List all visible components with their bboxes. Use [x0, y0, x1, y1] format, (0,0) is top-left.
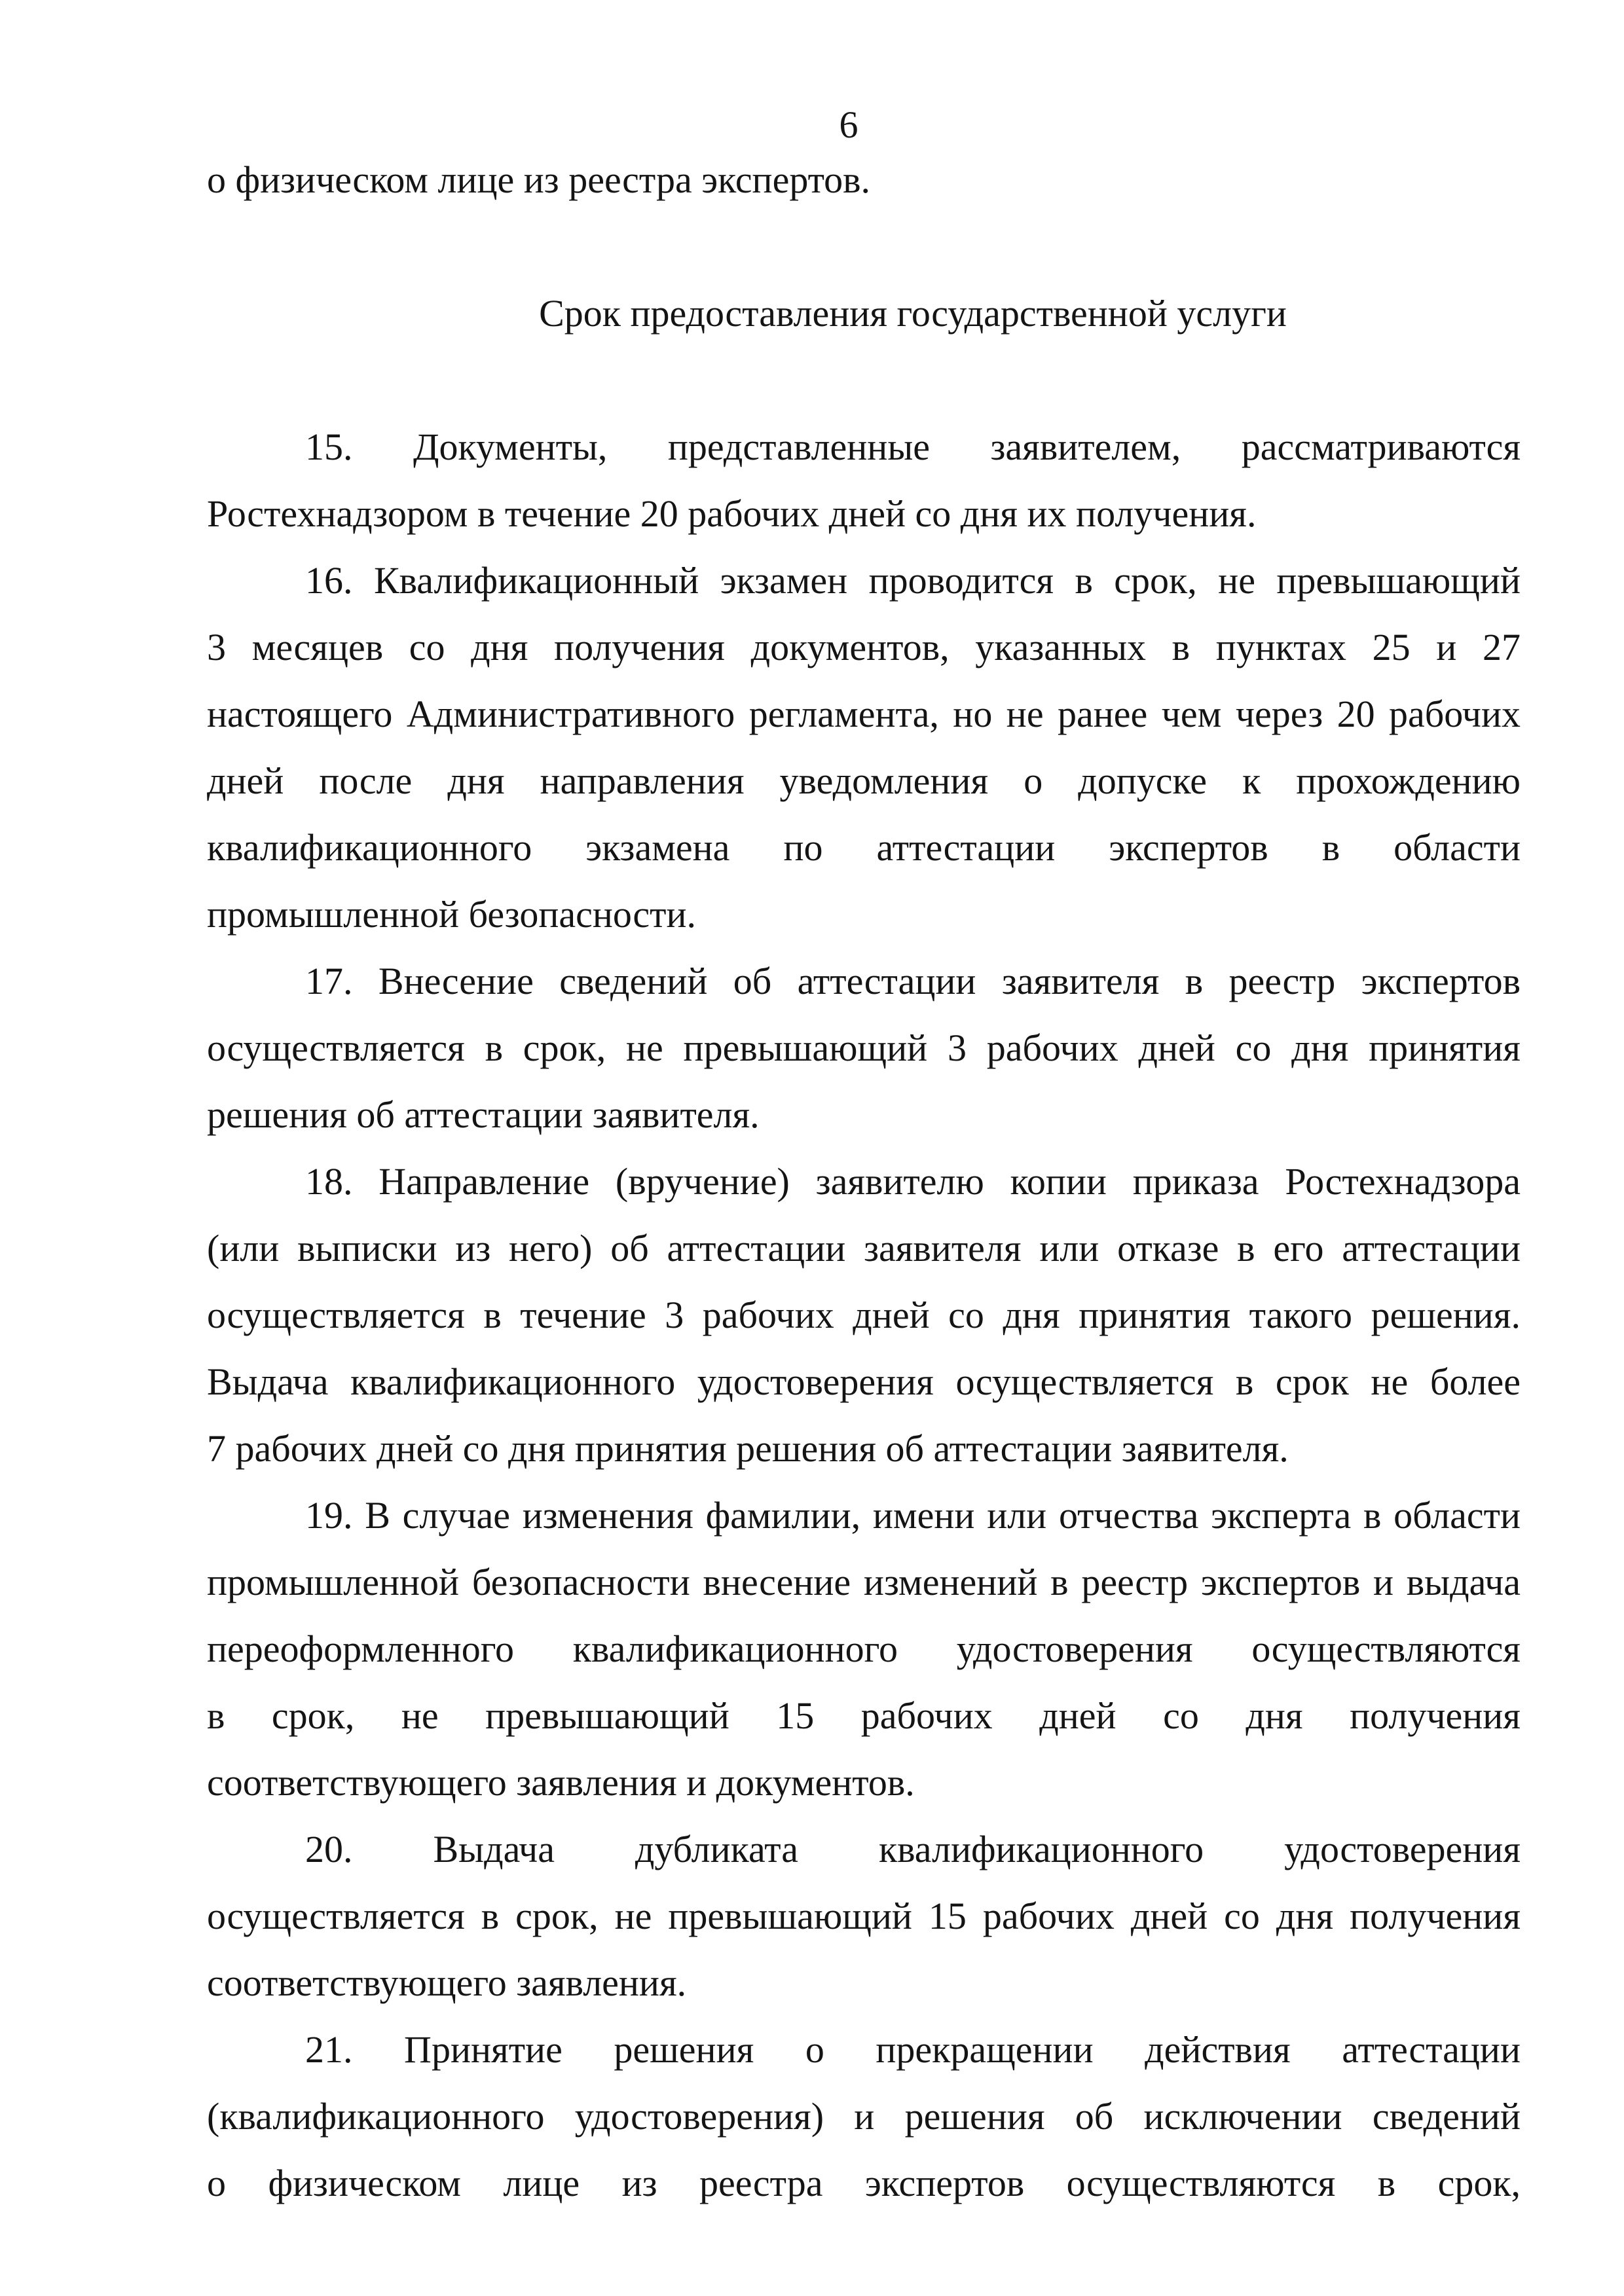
paragraph-19-line-1: 19. В случае изменения фамилии, имени или отчества эксперта в области — [305, 1494, 1521, 1537]
paragraph-19-line-5: соответствующего заявления и документов. — [207, 1761, 915, 1804]
paragraph-18-line-5: 7 рабочих дней со дня принятия решения об аттестации заявителя. — [207, 1427, 1289, 1470]
paragraph-17-line-2: осуществляется в срок, не превышающий 3 рабочих дней со дня принятия — [207, 1027, 1521, 1069]
paragraph-20-line-1: 20. Выдача дубликата квалификационного удостоверения — [305, 1828, 1521, 1870]
paragraph-21-line-2: (квалификационного удостоверения) и решения об исключении сведений — [207, 2095, 1521, 2138]
continuation-line: о физическом лице из реестра экспертов. — [207, 158, 871, 201]
paragraph-19-line-2: промышленной безопасности внесение изменений в реестр экспертов и выдача — [207, 1561, 1521, 1603]
paragraph-15-line-2: Ростехнадзором в течение 20 рабочих дней со дня их получения. — [207, 492, 1257, 535]
paragraph-19-line-4: в срок, не превышающий 15 рабочих дней со дня получения — [207, 1694, 1521, 1737]
paragraph-18-line-2: (или выписки из него) об аттестации заявителя или отказе в его аттестации — [207, 1227, 1521, 1269]
section-heading: Срок предоставления государственной услуги — [539, 292, 1287, 335]
paragraph-16-line-5: квалификационного экзамена по аттестации экспертов в области — [207, 826, 1521, 869]
paragraph-16 — [207, 547, 1521, 948]
paragraph-17-line-1: 17. Внесение сведений об аттестации заявителя в реестр экспертов — [305, 960, 1521, 1002]
paragraph-16-line-1: 16. Квалификационный экзамен проводится в срок, не превышающий — [305, 559, 1521, 602]
paragraph-18-line-4: Выдача квалификационного удостоверения осуществляется в срок не более — [207, 1360, 1521, 1403]
paragraph-20-line-3: соответствующего заявления. — [207, 1961, 687, 2004]
paragraph-17-line-3: решения об аттестации заявителя. — [207, 1093, 760, 1136]
paragraph-18-line-3: осуществляется в течение 3 рабочих дней со дня принятия такого решения. — [207, 1294, 1521, 1336]
paragraph-15 — [207, 414, 1521, 547]
paragraph-21-line-1: 21. Принятие решения о прекращении действия аттестации — [305, 2028, 1521, 2071]
paragraph-16-line-2: 3 месяцев со дня получения документов, указанных в пунктах 25 и 27 — [207, 626, 1521, 668]
paragraph-19 — [207, 1482, 1521, 1816]
paragraph-18 — [207, 1148, 1521, 1482]
paragraph-21-line-3: о физическом лице из реестра экспертов осуществляются в срок, — [207, 2162, 1521, 2204]
paragraph-16-line-6: промышленной безопасности. — [207, 893, 696, 936]
paragraph-20 — [207, 1816, 1521, 2016]
paragraph-16-line-4: дней после дня направления уведомления о допуске к прохождению — [207, 759, 1521, 802]
page-number: 6 — [839, 103, 858, 146]
paragraph-21 — [207, 2016, 1521, 2217]
paragraph-15-line-1: 15. Документы, представленные заявителем, рассматриваются — [305, 426, 1521, 468]
paragraph-17 — [207, 948, 1521, 1148]
paragraph-18-line-1: 18. Направление (вручение) заявителю копии приказа Ростехнадзора — [305, 1160, 1521, 1203]
paragraph-16-line-3: настоящего Административного регламента, но не ранее чем через 20 рабочих — [207, 693, 1521, 735]
paragraph-20-line-2: осуществляется в срок, не превышающий 15 рабочих дней со дня получения — [207, 1895, 1521, 1937]
paragraph-19-line-3: переоформленного квалификационного удостоверения осуществляются — [207, 1628, 1521, 1670]
document-body — [207, 147, 1521, 2217]
